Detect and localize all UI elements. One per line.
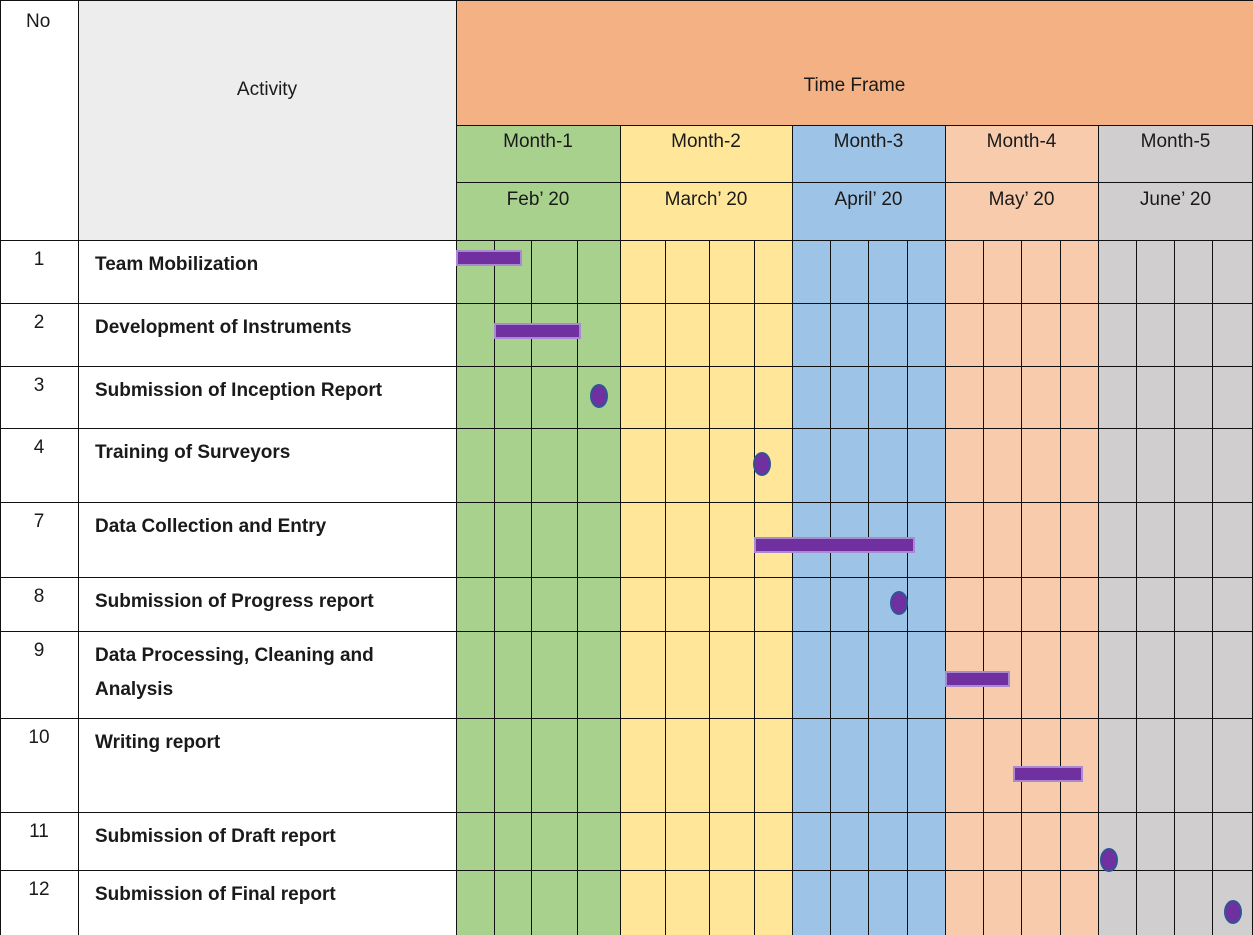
week-gridline: [868, 240, 869, 935]
month-period: Feb’ 20: [506, 189, 570, 210]
milestone-marker: [590, 384, 608, 408]
activity-bar: [1013, 766, 1082, 782]
activity-name: Writing report: [95, 732, 221, 753]
header-activity-cell: [78, 0, 456, 240]
milestone-marker: [753, 452, 771, 476]
header-divider: [456, 125, 1253, 126]
column-gridline: [456, 0, 457, 935]
month-name: Month-4: [986, 131, 1057, 152]
activity-number: 7: [33, 511, 45, 532]
month-column-bg: [1098, 125, 1253, 935]
header-timeframe-label: Time Frame: [803, 75, 906, 96]
week-gridline: [1021, 240, 1022, 935]
activity-bar: [945, 671, 1010, 687]
activity-name: Submission of Draft report: [95, 826, 336, 847]
activity-number: 3: [33, 375, 45, 396]
month-gridline: [620, 125, 621, 935]
activity-number: 10: [28, 727, 50, 748]
header-divider: [456, 182, 1253, 183]
row-gridline: [0, 577, 1253, 578]
week-gridline: [754, 240, 755, 935]
activity-name: Development of Instruments: [95, 317, 352, 338]
activity-number: 1: [33, 249, 45, 270]
activity-number: 8: [33, 586, 45, 607]
month-period: April’ 20: [834, 189, 903, 210]
row-gridline: [0, 428, 1253, 429]
week-gridline: [531, 240, 532, 935]
activity-number: 2: [33, 312, 45, 333]
activity-name: Team Mobilization: [95, 254, 259, 275]
header-no-cell: [0, 0, 78, 240]
month-period: June’ 20: [1139, 189, 1212, 210]
row-gridline: [0, 240, 1253, 241]
month-gridline: [792, 125, 793, 935]
row-gridline: [0, 870, 1253, 871]
week-gridline: [494, 240, 495, 935]
activity-name: Data Collection and Entry: [95, 516, 327, 537]
activity-number: 9: [33, 640, 45, 661]
row-gridline: [0, 812, 1253, 813]
week-gridline: [709, 240, 710, 935]
week-gridline: [1174, 240, 1175, 935]
month-period: May’ 20: [988, 189, 1055, 210]
column-gridline: [78, 0, 79, 935]
month-name: Month-2: [671, 131, 741, 152]
month-name: Month-5: [1140, 131, 1211, 152]
month-column-bg: [456, 125, 620, 935]
week-gridline: [830, 240, 831, 935]
activity-name: Submission of Progress report: [95, 591, 374, 612]
week-gridline: [1136, 240, 1137, 935]
activity-name: Training of Surveyors: [95, 442, 291, 463]
activity-name: Data Processing, Cleaning and Analysis: [95, 645, 374, 700]
activity-name: Submission of Final report: [95, 884, 336, 905]
month-name: Month-3: [833, 131, 904, 152]
week-gridline: [577, 240, 578, 935]
month-column-bg: [620, 125, 792, 935]
column-gridline: [0, 0, 1, 935]
month-name: Month-1: [503, 131, 573, 152]
month-period: March’ 20: [664, 189, 748, 210]
activity-bar: [754, 537, 915, 553]
activity-bar: [494, 323, 581, 339]
row-gridline: [0, 502, 1253, 503]
header-no-label: No: [26, 11, 51, 32]
header-timeframe-cell: [456, 0, 1253, 125]
activity-number: 12: [28, 879, 50, 900]
month-gridline: [1098, 125, 1099, 935]
table-border-top: [0, 0, 1253, 1]
milestone-marker: [1224, 900, 1242, 924]
activity-name: Submission of Inception Report: [95, 380, 383, 401]
week-gridline: [1212, 240, 1213, 935]
week-gridline: [1060, 240, 1061, 935]
activity-bar: [456, 250, 522, 266]
week-gridline: [665, 240, 666, 935]
row-gridline: [0, 303, 1253, 304]
activity-number: 4: [33, 437, 45, 458]
row-gridline: [0, 366, 1253, 367]
row-gridline: [0, 718, 1253, 719]
row-gridline: [0, 631, 1253, 632]
week-gridline: [983, 240, 984, 935]
activity-number: 11: [29, 821, 49, 842]
month-gridline: [945, 125, 946, 935]
header-activity-label: Activity: [236, 79, 298, 100]
week-gridline: [907, 240, 908, 935]
